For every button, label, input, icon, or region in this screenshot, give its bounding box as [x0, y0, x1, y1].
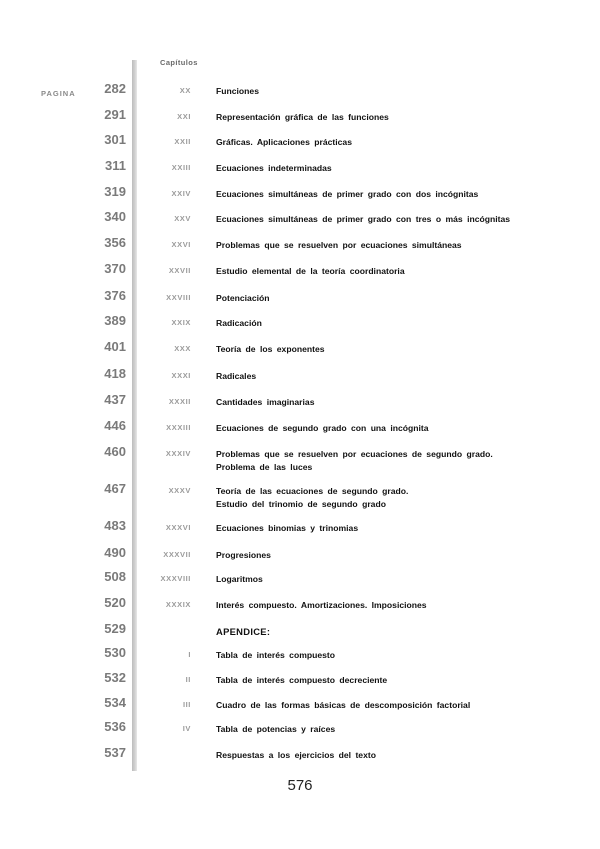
chapter-title-line: Ecuaciones indeterminadas [216, 163, 332, 173]
chapter-title-line: Progresiones [216, 550, 271, 560]
page-number: 537 [104, 745, 126, 760]
toc-row [0, 671, 600, 695]
chapter-title [216, 486, 556, 509]
chapter-numeral: XXVI [171, 240, 191, 249]
toc-row [0, 696, 600, 720]
page-number: 446 [104, 418, 126, 433]
chapter-title-line: Tabla de interés compuesto [216, 650, 336, 660]
chapter-title [216, 423, 556, 433]
chapter-title-line: Potenciación [216, 293, 270, 303]
chapter-title [216, 675, 556, 685]
chapter-title [216, 318, 556, 328]
page-number: 301 [104, 132, 126, 147]
toc-row [0, 393, 600, 417]
chapter-numeral: XXXIV [165, 449, 191, 458]
page-number: 311 [105, 158, 126, 173]
chapter-title [216, 344, 556, 354]
page-number: 467 [104, 481, 126, 496]
chapter-title [216, 137, 556, 147]
chapter-numeral: XXI [177, 112, 191, 121]
chapter-numeral: XXV [174, 214, 191, 223]
toc-row [0, 596, 600, 620]
chapter-title [216, 750, 556, 760]
chapter-numeral: XXXVII [163, 550, 191, 559]
chapter-title [216, 371, 556, 381]
chapter-title [216, 86, 556, 96]
toc-row [0, 340, 600, 364]
chapter-title [216, 574, 556, 584]
page-number: 530 [104, 645, 126, 660]
chapter-title [216, 724, 556, 734]
page-number: 520 [104, 595, 126, 610]
chapter-numeral: XXVIII [166, 293, 191, 302]
chapter-title-line: Estudio del trinomio de segundo grado [216, 499, 386, 509]
page-number: 401 [104, 339, 126, 354]
chapter-numeral: XX [179, 86, 191, 95]
chapter-title-line: Teoría de los exponentes [216, 344, 325, 354]
chapter-title-line: Teoría de las ecuaciones de segundo grado. [216, 486, 409, 496]
chapter-title-line: Ecuaciones simultáneas de primer grado con dos incógnitas [216, 189, 479, 199]
chapter-title [216, 600, 556, 610]
page-number: 483 [104, 518, 126, 533]
chapter-title [216, 550, 556, 560]
chapter-numeral: XXXIII [166, 423, 191, 432]
toc-row [0, 444, 600, 472]
chapter-title-line: Interés compuesto. Amortizaciones. Imposiciones [216, 600, 427, 610]
chapter-numeral: I [188, 650, 191, 659]
chapter-title [216, 700, 556, 710]
chapter-title-line: Cuadro de las formas básicas de descomposición factorial [216, 700, 471, 710]
page-number: 319 [104, 184, 126, 199]
toc-row [0, 314, 600, 338]
toc-row [0, 570, 600, 594]
chapter-numeral: XXXIX [165, 600, 191, 609]
toc-row [0, 746, 600, 770]
chapter-numeral: XXXVIII [160, 574, 191, 583]
chapter-title [216, 214, 556, 224]
toc-row [0, 108, 600, 132]
page-number: 508 [104, 569, 126, 584]
page-number: 529 [104, 621, 126, 636]
toc-row [0, 720, 600, 744]
chapter-numeral: XXX [174, 344, 191, 353]
chapter-numeral: XXIII [171, 163, 191, 172]
chapter-numeral: XXXVI [165, 523, 191, 532]
chapter-title-line: Respuestas a los ejercicios del texto [216, 750, 376, 760]
page-number: 282 [104, 81, 126, 96]
page-number: 370 [104, 261, 126, 276]
page-number: 532 [104, 670, 126, 685]
chapter-numeral: III [182, 700, 191, 709]
chapter-title-line: Ecuaciones binomias y trinomias [216, 523, 359, 533]
toc-row [0, 646, 600, 670]
chapter-title [216, 523, 556, 533]
toc-row [0, 159, 600, 183]
toc-row [0, 236, 600, 260]
chapter-title-line: Estudio elemental de la teoría coordinatoria [216, 266, 405, 276]
page-number: 291 [104, 107, 126, 122]
toc-row [0, 185, 600, 209]
toc-row [0, 481, 600, 509]
chapter-title [216, 240, 556, 250]
chapter-title-line: Representación gráfica de las funciones [216, 112, 389, 122]
chapter-title-line: Logaritmos [216, 574, 263, 584]
toc-row [0, 133, 600, 157]
chapter-numeral: IV [182, 724, 191, 733]
chapter-title [216, 293, 556, 303]
chapter-title-line: Tabla de interés compuesto decreciente [216, 675, 388, 685]
chapter-title-line: Gráficas. Aplicaciones prácticas [216, 137, 352, 147]
chapter-numeral: XXII [174, 137, 191, 146]
chapter-title [216, 163, 556, 173]
chapter-title [216, 397, 556, 407]
chapter-title [216, 266, 556, 276]
page-number: 340 [104, 209, 126, 224]
chapter-numeral: XXIV [171, 189, 191, 198]
chapter-title-line: Radicación [216, 318, 262, 328]
page-number: 356 [104, 235, 126, 250]
toc-row [0, 519, 600, 543]
chapter-numeral: XXVII [168, 266, 191, 275]
toc-row [0, 262, 600, 286]
chapter-numeral: II [185, 675, 191, 684]
toc-row [0, 210, 600, 234]
chapter-title [216, 449, 556, 472]
chapter-title [216, 112, 556, 122]
chapter-title-line: APENDICE: [216, 626, 271, 637]
page-folio: 576 [287, 777, 313, 794]
page-number: 376 [104, 288, 126, 303]
page-number: 418 [104, 366, 126, 381]
chapter-title-line: Cantidades imaginarias [216, 397, 315, 407]
page-number: 460 [104, 444, 126, 459]
page-header: PAGINA [41, 89, 76, 98]
chapter-title-line: Ecuaciones de segundo grado con una incógnita [216, 423, 429, 433]
page-number: 536 [104, 719, 126, 734]
chapter-title [216, 626, 556, 637]
page-number: 534 [104, 695, 126, 710]
chapter-title-line: Ecuaciones simultáneas de primer grado con tres o más incógnitas [216, 214, 511, 224]
toc-row [0, 82, 600, 106]
chapter-title [216, 189, 556, 199]
chapter-title-line: Tabla de potencias y raíces [216, 724, 336, 734]
chapters-header: Capítulos [160, 58, 198, 67]
toc-row [0, 419, 600, 443]
toc-row [0, 546, 600, 570]
chapter-title-line: Radicales [216, 371, 257, 381]
chapter-numeral: XXIX [171, 318, 191, 327]
page-number: 389 [104, 313, 126, 328]
page-number: 490 [104, 545, 126, 560]
chapter-title [216, 650, 556, 660]
toc-row [0, 622, 600, 646]
chapter-title-line: Problema de las luces [216, 462, 313, 472]
chapter-title-line: Problemas que se resuelven por ecuaciones simultáneas [216, 240, 462, 250]
page-number: 437 [104, 392, 126, 407]
chapter-numeral: XXXV [168, 486, 191, 495]
chapter-numeral: XXXII [168, 397, 191, 406]
chapter-numeral: XXXI [171, 371, 191, 380]
chapter-title-line: Problemas que se resuelven por ecuaciones de segundo grado. [216, 449, 493, 459]
toc-row [0, 289, 600, 313]
chapter-title-line: Funciones [216, 86, 259, 96]
toc-row [0, 367, 600, 391]
